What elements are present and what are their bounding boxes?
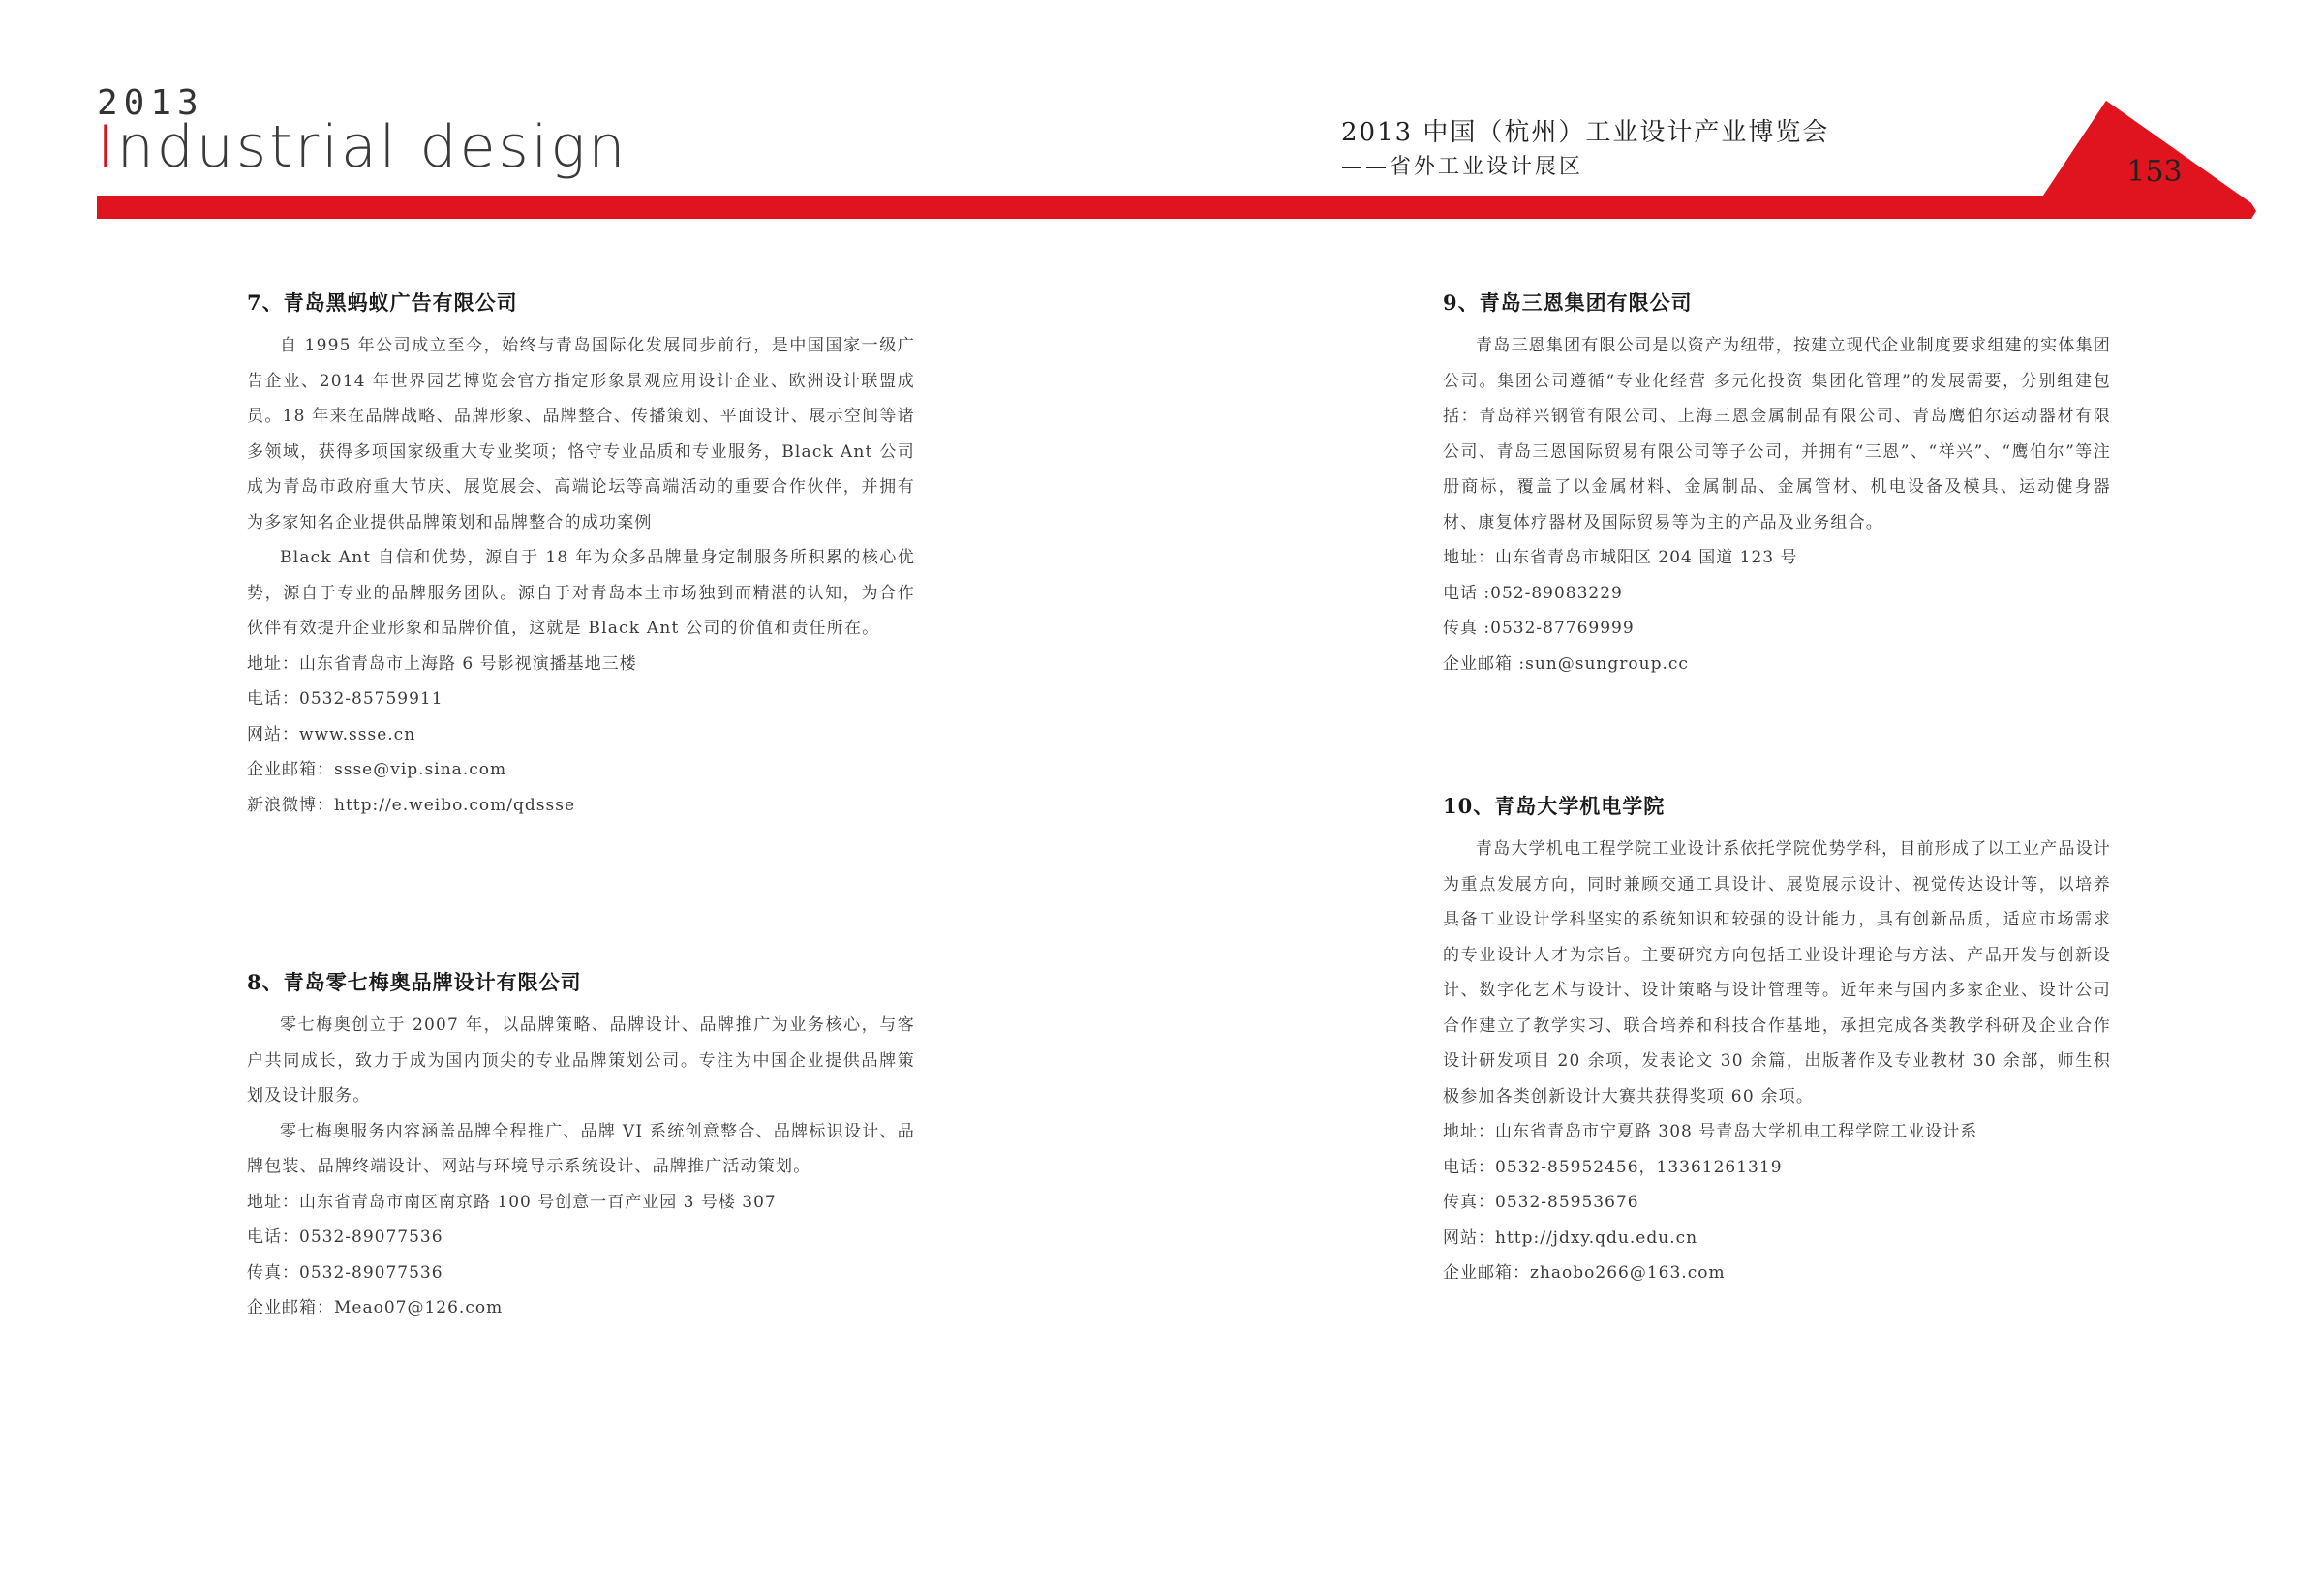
company-description: 青岛大学机电工程学院工业设计系依托学院优势学科，目前形成了以工业产品设计为重点发展方向，同时兼顾交通工具设计、展览展示设计、视觉传达设计等，以培养具备工业设计学科坚实的系统知识和较强的设计能力，具有创新品质，适应市场需求的专业设计人才为宗旨。主要研究方向包括工业设计理论与方法、产品开发与创新设计、数字化艺术与设计、设计策略与设计管理等。近年来与国内多家企业、设计公司合作建立了教学实习、联合培养和科技合作基地，承担完成各类教学科研及企业合作设计研发项目 20 余项，发表论文 30 余篇，出版著作及专业教材 30 余部，师生积极参加各类创新设计大赛共获得奖项 60 余项。 bbox=[1443, 839, 2111, 1106]
contact-weibo: 新浪微博：http://e.weibo.com/qdssse bbox=[247, 795, 576, 815]
contact-email: 企业邮箱：Meao07@126.com bbox=[247, 1298, 504, 1318]
company-entry bbox=[1443, 288, 2111, 682]
company-description: Black Ant 自信和优势，源自于 18 年为众多品牌量身定制服务所积累的核心优势，源自于专业的品牌服务团队。源自于对青岛本土市场独到而精湛的认知，为合作伙伴有效提升企业形象和品牌价值，这就是 Black Ant 公司的价值和责任所在。 bbox=[247, 548, 915, 638]
contact-phone: 电话：0532-85759911 bbox=[247, 689, 443, 709]
company-description: 零七梅奥创立于 2007 年，以品牌策略、品牌设计、品牌推广为业务核心，与客户共同成长，致力于成为国内顶尖的专业品牌策划公司。专注为中国企业提供品牌策划及设计服务。 bbox=[247, 1015, 915, 1106]
contact-address: 地址：山东省青岛市宁夏路 308 号青岛大学机电工程学院工业设计系 bbox=[1443, 1122, 1978, 1141]
contact-address: 地址：山东省青岛市南区南京路 100 号创意一百产业园 3 号楼 307 bbox=[247, 1192, 777, 1212]
company-title: 7、青岛黑蚂蚁广告有限公司 bbox=[247, 290, 518, 315]
contact-phone: 电话 :052-89083229 bbox=[1443, 583, 1623, 603]
page-number: 153 bbox=[2126, 155, 2183, 189]
company-entry bbox=[247, 967, 915, 1326]
contact-fax: 传真 :0532-87769999 bbox=[1443, 619, 1635, 638]
contact-website: 网站：www.ssse.cn bbox=[247, 724, 416, 744]
contact-phone: 电话：0532-85952456，13361261319 bbox=[1443, 1157, 1783, 1177]
expo-title: 2013 中国（杭州）工业设计产业博览会 bbox=[1341, 118, 1830, 147]
brand-title bbox=[97, 113, 628, 181]
contact-email: 企业邮箱：zhaobo266@163.com bbox=[1443, 1263, 1726, 1283]
contact-website: 网站：http://jdxy.qdu.edu.cn bbox=[1443, 1227, 1698, 1248]
company-title: 9、青岛三恩集团有限公司 bbox=[1443, 290, 1693, 315]
company-title: 8、青岛零七梅奥品牌设计有限公司 bbox=[247, 970, 582, 994]
contact-address: 地址：山东省青岛市上海路 6 号影视演播基地三楼 bbox=[247, 653, 637, 674]
contact-email: 企业邮箱：ssse@vip.sina.com bbox=[247, 760, 507, 779]
company-title: 10、青岛大学机电学院 bbox=[1443, 794, 1666, 818]
contact-phone: 电话：0532-89077536 bbox=[247, 1227, 443, 1247]
company-description: 自 1995 年公司成立至今，始终与青岛国际化发展同步前行，是中国国家一级广告企业、2014 年世界园艺博览会官方指定形象景观应用设计企业、欧洲设计联盟成员。18 年来在品牌战略、品牌形象、品牌整合、传播策划、平面设计、展示空间等诸多领域，获得多项国家级重大专业奖项；恪守专业品质和专业服务，Black Ant 公司成为青岛市政府重大节庆、展览展会、高端论坛等高端活动的重要合作伙伴，并拥有为多家知名企业提供品牌策划和品牌整合的成功案例 bbox=[247, 336, 915, 532]
brand-title-rest: ndustrial design bbox=[116, 113, 628, 181]
brand-year: 2013 bbox=[97, 83, 204, 123]
company-entry bbox=[1443, 791, 2111, 1291]
contact-fax: 传真：0532-85953676 bbox=[1443, 1193, 1639, 1212]
brand-title-initial: I bbox=[97, 113, 117, 181]
company-description: 零七梅奥服务内容涵盖品牌全程推广、品牌 VI 系统创意整合、品牌标识设计、品牌包装、品牌终端设计、网站与环境导示系统设计、品牌推广活动策划。 bbox=[247, 1121, 915, 1176]
company-entry bbox=[247, 288, 915, 823]
expo-subtitle: ——省外工业设计展区 bbox=[1341, 155, 1584, 179]
contact-email: 企业邮箱 :sun@sungroup.cc bbox=[1443, 653, 1689, 674]
contact-address: 地址：山东省青岛市城阳区 204 国道 123 号 bbox=[1443, 548, 1798, 567]
contact-fax: 传真：0532-89077536 bbox=[247, 1262, 443, 1283]
company-description: 青岛三恩集团有限公司是以资产为纽带，按建立现代企业制度要求组建的实体集团公司。集团公司遵循“专业化经营 多元化投资 集团化管理”的发展需要，分别组建包括：青岛祥兴钢管有限公司、上海三恩金属制品有限公司、青岛鹰伯尔运动器材有限公司、青岛三恩国际贸易有限公司等子公司，并拥有“三恩”、“祥兴”、“鹰伯尔”等注册商标，覆盖了以金属材料、金属制品、金属管材、机电设备及模具、运动健身器材、康复体疗器材及国际贸易等为主的产品及业务组合。 bbox=[1443, 336, 2111, 532]
